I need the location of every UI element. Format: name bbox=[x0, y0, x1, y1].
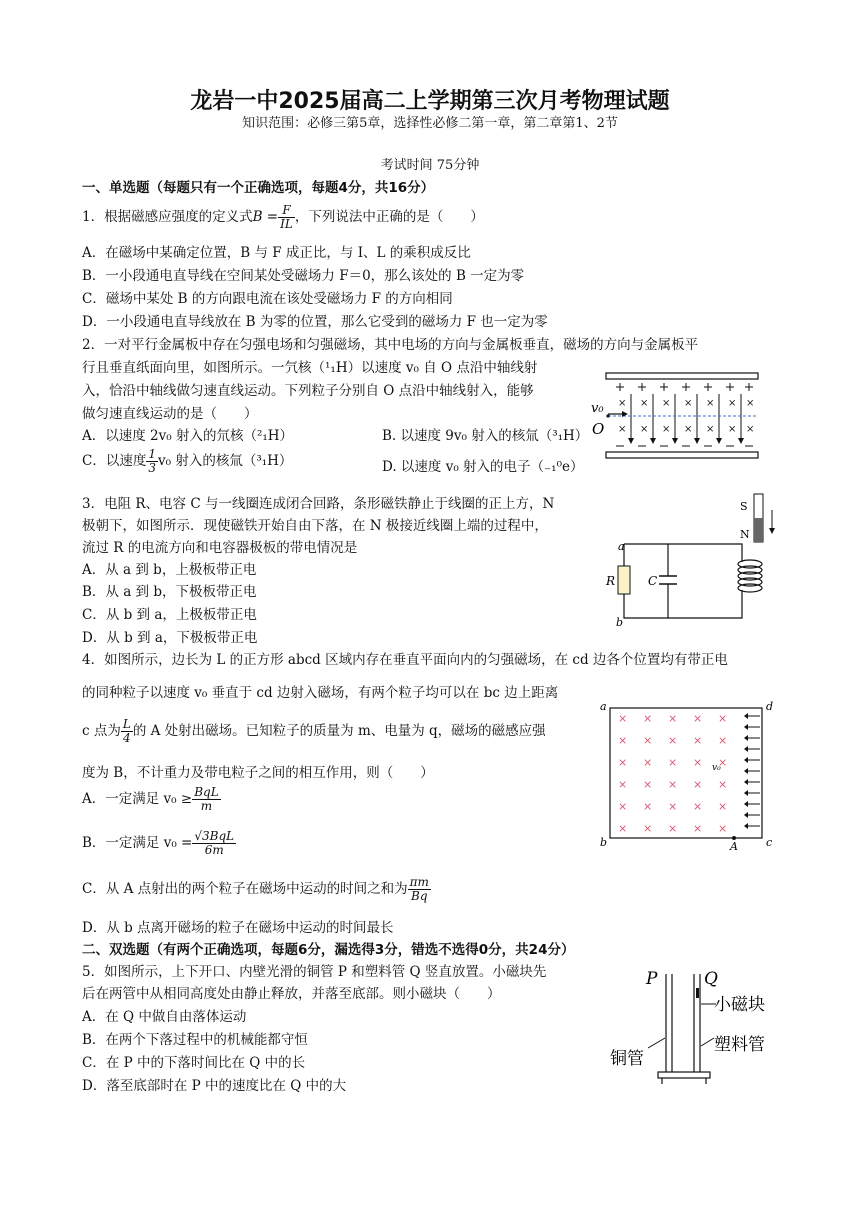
svg-text:×: × bbox=[618, 822, 628, 835]
copper-pointer bbox=[648, 1038, 665, 1048]
q4-line3 bbox=[82, 718, 546, 745]
plus-signs bbox=[616, 383, 753, 391]
label-c: c bbox=[766, 836, 773, 849]
q4-option-b-text: B．一定满足 v₀ = bbox=[82, 835, 193, 851]
q2-plates-figure bbox=[588, 368, 766, 464]
svg-text:×: × bbox=[618, 398, 627, 409]
bottom-plate bbox=[606, 452, 758, 458]
svg-text:×: × bbox=[668, 822, 678, 835]
fall-arrowhead bbox=[769, 528, 775, 534]
svg-text:×: × bbox=[618, 712, 628, 725]
entry-arrows bbox=[748, 716, 760, 826]
q4-line1: 4．如图所示，边长为 L 的正方形 abcd 区域内存在垂直平面向内的匀强磁场，在 cd 边各个位置均有带正电 bbox=[82, 652, 728, 668]
svg-text:×: × bbox=[746, 398, 755, 409]
svg-text:×: × bbox=[693, 822, 703, 835]
q2-line2: 行且垂直纸面向里，如图所示。一氕核（¹₁H）以速度 v₀ 自 O 点沿中轴线射 bbox=[82, 360, 538, 376]
svg-text:×: × bbox=[618, 424, 627, 435]
q4-line3-b: 的 A 处射出磁场。已知粒子的质量为 m、电量为 q，磁场的磁感应强 bbox=[132, 723, 546, 739]
svg-text:×: × bbox=[718, 712, 728, 725]
q4-line2: 的同种粒子以速度 v₀ 垂直于 cd 边射入磁场，有两个粒子均可以在 bc 边上距离 bbox=[82, 685, 559, 701]
q2-line4: 做匀速直线运动的是（ ） bbox=[82, 406, 258, 422]
label-a: a bbox=[618, 540, 625, 553]
q5-line1: 5．如图所示，上下开口、内壁光滑的铜管 P 和塑料管 Q 竖直放置。小磁块先 bbox=[82, 964, 547, 980]
plastic-pointer bbox=[701, 1038, 714, 1046]
label-O: O bbox=[592, 420, 605, 438]
label-P: P bbox=[646, 969, 658, 989]
label-v0: v₀ bbox=[712, 763, 721, 773]
svg-text:×: × bbox=[693, 800, 703, 813]
q4-line4: 度为 B，不计重力及带电粒子之间的相互作用，则（ ） bbox=[82, 765, 434, 781]
svg-text:×: × bbox=[668, 778, 678, 791]
svg-text:×: × bbox=[668, 800, 678, 813]
field-arrowheads bbox=[628, 438, 744, 444]
svg-text:×: × bbox=[693, 778, 703, 791]
label-b: b bbox=[616, 616, 624, 629]
q1-option-a: A．在磁场中某确定位置，B 与 F 成正比，与 I、L 的乘积成反比 bbox=[82, 245, 471, 261]
svg-text:×: × bbox=[643, 712, 653, 725]
q1-stem-b: ，下列说法中正确的是（ ） bbox=[294, 209, 484, 225]
label-N: N bbox=[740, 528, 750, 541]
field-crosses bbox=[618, 712, 727, 835]
scope-subtitle: 知识范围：必修三第5章，选择性必修二第一章，第二章第1、2节 bbox=[242, 116, 618, 131]
svg-text:×: × bbox=[643, 822, 653, 835]
q4-option-a-fraction bbox=[192, 786, 220, 813]
svg-text:×: × bbox=[693, 734, 703, 747]
svg-text:×: × bbox=[662, 424, 671, 435]
label-A: A bbox=[730, 840, 738, 850]
q2-option-c-den: 3 bbox=[148, 461, 156, 475]
label-d: d bbox=[766, 700, 774, 713]
label-R: R bbox=[606, 574, 616, 588]
resistor bbox=[618, 566, 630, 594]
q2-option-a: A．以速度 2v₀ 射入的氘核（²₁H） bbox=[82, 428, 294, 444]
svg-text:×: × bbox=[643, 734, 653, 747]
svg-text:×: × bbox=[668, 734, 678, 747]
exam-time: 考试时间 75分钟 bbox=[380, 158, 480, 173]
q5-option-b: B．在两个下落过程中的机械能都守恒 bbox=[82, 1032, 308, 1048]
q5-option-d: D．落至底部时在 P 中的速度比在 Q 中的大 bbox=[82, 1078, 347, 1094]
label-copper-tube: 铜管 bbox=[610, 1049, 644, 1069]
q3-option-c: C．从 b 到 a，上极板带正电 bbox=[82, 607, 257, 623]
svg-text:×: × bbox=[618, 734, 628, 747]
svg-text:×: × bbox=[618, 756, 628, 769]
q4-line3-den: 4 bbox=[123, 731, 131, 745]
svg-text:×: × bbox=[643, 756, 653, 769]
q1-stem-a: 1．根据磁感应强度的定义式 bbox=[82, 209, 253, 225]
svg-text:×: × bbox=[718, 822, 728, 835]
q3-line1: 3．电阻 R、电容 C 与一线圈连成闭合回路，条形磁铁静止于线圈的正上方，N bbox=[82, 496, 555, 512]
svg-text:×: × bbox=[643, 800, 653, 813]
q2-option-c-num: 1 bbox=[148, 447, 156, 461]
svg-text:×: × bbox=[746, 424, 755, 435]
q4-option-b-fraction bbox=[192, 830, 236, 857]
svg-text:×: × bbox=[693, 712, 703, 725]
label-S: S bbox=[740, 500, 748, 513]
q4-option-c-num: πm bbox=[409, 875, 429, 889]
q5-tubes-figure bbox=[608, 964, 788, 1088]
q1-option-c: C．磁场中某处 B 的方向跟电流在该处受磁场力 F 的方向相同 bbox=[82, 291, 453, 307]
label-b: b bbox=[600, 836, 608, 849]
q1-formula-left: B = bbox=[252, 209, 279, 225]
q4-line3-a: c 点为 bbox=[82, 723, 121, 739]
q4-option-a-den: m bbox=[200, 799, 213, 813]
q1-fraction-den: IL bbox=[280, 217, 293, 231]
label-C: C bbox=[648, 574, 658, 588]
section1-heading: 一、单选题（每题只有一个正确选项，每题4分，共16分） bbox=[82, 180, 435, 196]
svg-text:×: × bbox=[684, 398, 693, 409]
q3-circuit-figure bbox=[604, 490, 784, 630]
svg-text:×: × bbox=[643, 778, 653, 791]
q2-line1: 2．一对平行金属板中存在匀强电场和匀强磁场，其中电场的方向与金属板垂直，磁场的方向与金属板平 bbox=[82, 337, 699, 353]
q4-option-b-den: 6m bbox=[204, 843, 224, 857]
q5-option-a: A．在 Q 中做自由落体运动 bbox=[82, 1009, 247, 1025]
svg-text:×: × bbox=[718, 734, 728, 747]
svg-text:×: × bbox=[668, 756, 678, 769]
section2-heading: 二、双选题（有两个正确选项，每题6分，漏选得3分，错选不选得0分，共24分） bbox=[82, 942, 575, 958]
q4-option-a bbox=[82, 786, 221, 813]
svg-text:×: × bbox=[706, 424, 715, 435]
point-O bbox=[606, 414, 609, 417]
svg-text:×: × bbox=[728, 424, 737, 435]
svg-text:×: × bbox=[640, 398, 649, 409]
coil bbox=[738, 560, 762, 592]
small-magnet bbox=[696, 988, 699, 998]
q4-option-c bbox=[82, 876, 431, 903]
top-plate bbox=[606, 373, 758, 379]
svg-text:×: × bbox=[718, 800, 728, 813]
stand-base bbox=[658, 1072, 710, 1078]
q3-line2: 极朝下，如图所示．现使磁铁开始自由下落，在 N 极接近线圈上端的过程中， bbox=[82, 518, 548, 534]
q2-option-c-b: v₀ 射入的核氚（³₁H） bbox=[157, 453, 293, 469]
q2-option-d: D. 以速度 v₀ 射入的电子（₋₁⁰e） bbox=[382, 459, 584, 475]
svg-text:×: × bbox=[693, 756, 703, 769]
q5-line2: 后在两管中从相同高度处由静止释放，并落至底部。则小磁块（ ） bbox=[82, 986, 501, 1002]
q1-stem bbox=[82, 204, 484, 231]
q2-option-c-fraction bbox=[146, 448, 158, 475]
q3-option-d: D．从 b 到 a，下极板带正电 bbox=[82, 630, 258, 646]
magnet-n-pole bbox=[754, 518, 763, 542]
q2-option-b: B. 以速度 9v₀ 射入的核氚（³₁H） bbox=[382, 428, 589, 444]
q2-option-c bbox=[82, 448, 292, 475]
q5-option-c: C．在 P 中的下落时间比在 Q 中的长 bbox=[82, 1055, 306, 1071]
q3-option-b: B．从 a 到 b，下极板带正电 bbox=[82, 584, 257, 600]
label-small-magnet: 小磁块 bbox=[714, 995, 765, 1015]
q1-fraction-num: F bbox=[278, 204, 295, 218]
q4-line3-fraction bbox=[121, 718, 133, 745]
svg-text:×: × bbox=[640, 424, 649, 435]
q3-option-a: A．从 a 到 b，上极板带正电 bbox=[82, 562, 257, 578]
q4-option-a-text: A．一定满足 v₀ ≥ bbox=[82, 791, 193, 807]
copper-tube-walls bbox=[666, 974, 672, 1072]
q4-option-c-text: C．从 A 点射出的两个粒子在磁场中运动的时间之和为 bbox=[82, 881, 408, 897]
q4-option-d: D．从 b 点离开磁场的粒子在磁场中运动的时间最长 bbox=[82, 920, 394, 936]
svg-text:×: × bbox=[618, 800, 628, 813]
q4-option-b-num: √3BqL bbox=[194, 829, 235, 843]
svg-text:×: × bbox=[684, 424, 693, 435]
svg-text:×: × bbox=[718, 778, 728, 791]
svg-text:×: × bbox=[728, 398, 737, 409]
q4-option-c-fraction bbox=[408, 876, 431, 903]
svg-text:×: × bbox=[718, 756, 728, 769]
q4-line3-num: L bbox=[122, 717, 131, 731]
label-plastic-tube: 塑料管 bbox=[714, 1035, 765, 1055]
q4-option-b bbox=[82, 830, 236, 857]
svg-text:×: × bbox=[668, 712, 678, 725]
q2-option-c-a: C．以速度 bbox=[82, 453, 147, 469]
circuit-wire bbox=[624, 544, 742, 618]
q2-line3: 入，恰沿中轴线做匀速直线运动。下列粒子分别自 O 点沿中轴线射入，能够 bbox=[82, 383, 534, 399]
square-abcd bbox=[610, 708, 762, 838]
page-title: 龙岩一中2025届高二上学期第三次月考物理试题 bbox=[190, 89, 670, 114]
svg-text:×: × bbox=[618, 778, 628, 791]
entry-arrowheads bbox=[744, 713, 748, 829]
q1-option-b: B．一小段通电直导线在空间某处受磁场力 F＝0，那么该处的 B 一定为零 bbox=[82, 268, 525, 284]
q4-option-a-num: BqL bbox=[194, 785, 219, 799]
svg-text:×: × bbox=[662, 398, 671, 409]
label-v0: v₀ bbox=[591, 401, 604, 416]
label-Q: Q bbox=[704, 969, 718, 989]
label-a: a bbox=[600, 700, 607, 713]
q3-line3: 流过 R 的电流方向和电容器极板的带电情况是 bbox=[82, 540, 358, 556]
q4-square-figure bbox=[598, 698, 778, 850]
q4-option-c-den: Bq bbox=[411, 889, 428, 903]
q1-fraction bbox=[278, 204, 295, 231]
q1-option-d: D．一小段通电直导线放在 B 为零的位置，那么它受到的磁场力 F 也一定为零 bbox=[82, 314, 548, 330]
svg-text:×: × bbox=[706, 398, 715, 409]
